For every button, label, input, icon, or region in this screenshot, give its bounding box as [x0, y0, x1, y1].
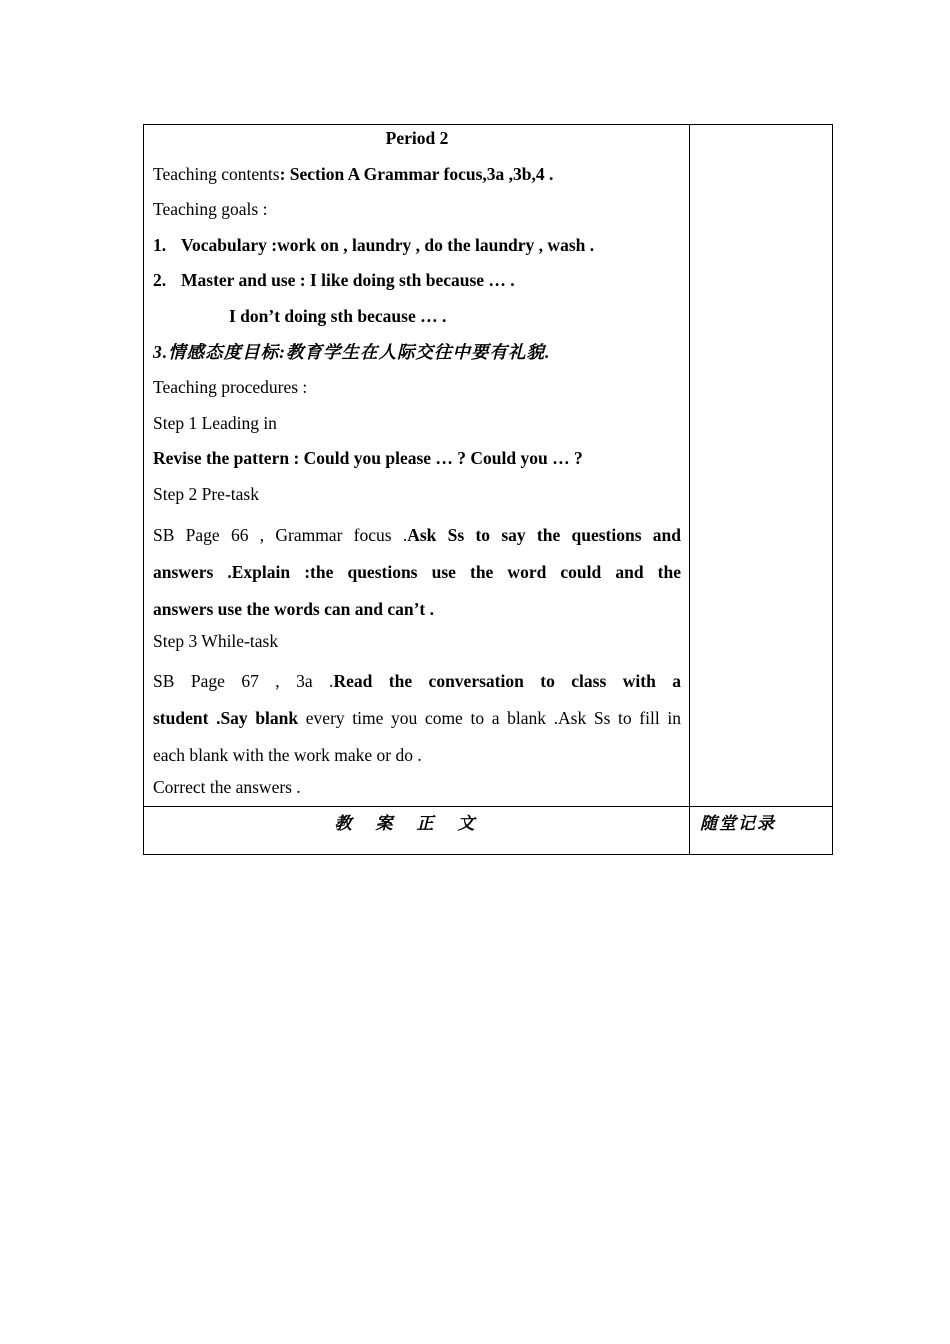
step3-line-2: student .Say blank every time you come to a blank .Ask Ss to fill in	[153, 708, 681, 729]
teaching-procedures-label: Teaching procedures :	[153, 377, 308, 398]
column-divider	[689, 125, 690, 854]
lesson-content	[153, 125, 681, 810]
step3-title: Step 3 While-task	[153, 630, 279, 651]
step2-title: Step 2 Pre-task	[153, 483, 259, 504]
lesson-plan-table	[143, 124, 833, 855]
step1-title: Step 1 Leading in	[153, 412, 277, 433]
step2-line-1: SB Page 66 , Grammar focus .Ask Ss to say the questions and	[153, 524, 681, 545]
step3-line-4: Correct the answers .	[153, 777, 301, 798]
footer-notes-label: 随堂记录	[700, 814, 776, 833]
step2-line-2: answers .Explain :the questions use the word could and the	[153, 561, 681, 582]
footer-lesson-text-label: 教案正文	[334, 814, 499, 833]
step2-line-3: answers use the words can and can’t .	[153, 598, 434, 619]
goal-item-2: 2. Master and use : I like doing sth because … .	[153, 270, 515, 291]
goal-item-3: 3.情感态度目标:教育学生在人际交往中要有礼貌.	[153, 341, 551, 362]
step3-line-3: each blank with the work make or do .	[153, 745, 422, 766]
period-title: Period 2	[385, 128, 449, 148]
step1-text: Revise the pattern : Could you please … ? Could you … ?	[153, 448, 583, 469]
teaching-contents: Teaching contents: Section A Grammar focus,3a ,3b,4 .	[153, 163, 554, 184]
step3-line-1: SB Page 67 , 3a .Read the conversation to class with a	[153, 671, 681, 692]
goal-item-1: 1. Vocabulary :work on , laundry , do the laundry , wash .	[153, 234, 595, 255]
goal-item-2-cont: I don’t doing sth because … .	[229, 305, 447, 326]
teaching-goals-label: Teaching goals :	[153, 199, 268, 220]
